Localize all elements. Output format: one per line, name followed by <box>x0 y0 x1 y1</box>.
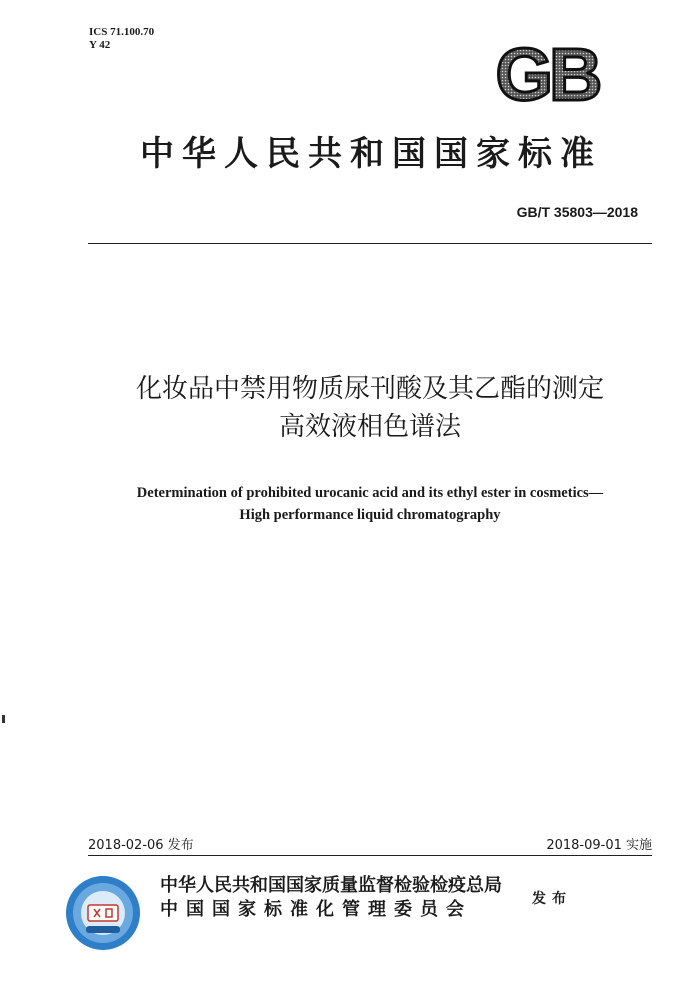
implementation-date: 2018-09-01 实施 <box>546 838 652 853</box>
authority-aqsiq: 中华人民共和国国家质量监督检验检疫总局 <box>160 875 502 896</box>
scan-edge-mark <box>2 715 5 723</box>
ics-block <box>89 26 154 52</box>
chinese-title-line1: 化妆品中禁用物质尿刊酸及其乙酯的测定 <box>135 374 604 404</box>
top-divider <box>88 243 652 244</box>
gb-logo-text: GB <box>495 40 599 106</box>
ics-code: ICS 71.100.70 <box>89 26 155 38</box>
publish-label: 发布 <box>532 891 572 907</box>
chinese-title <box>60 370 680 446</box>
gb-logo <box>480 40 614 106</box>
authority-sac: 中国国家标准化管理委员会 <box>160 899 472 920</box>
standard-number: GB/T 35803—2018 <box>516 204 638 220</box>
bottom-divider <box>88 855 652 856</box>
english-title <box>60 482 680 526</box>
english-title-line2: High performance liquid chromatography <box>239 507 501 523</box>
anti-counterfeit-seal-icon <box>64 874 142 952</box>
chinese-title-line2: 高效液相色谱法 <box>278 412 461 442</box>
issuing-authorities <box>160 874 502 922</box>
classification-code: Y 42 <box>89 39 111 51</box>
issue-date: 2018-02-06 发布 <box>88 838 194 853</box>
english-title-line1: Determination of prohibited urocanic acid and its ethyl ester in cosmetics— <box>136 485 604 501</box>
national-standard-heading: 中华人民共和国国家标准 <box>140 134 602 174</box>
